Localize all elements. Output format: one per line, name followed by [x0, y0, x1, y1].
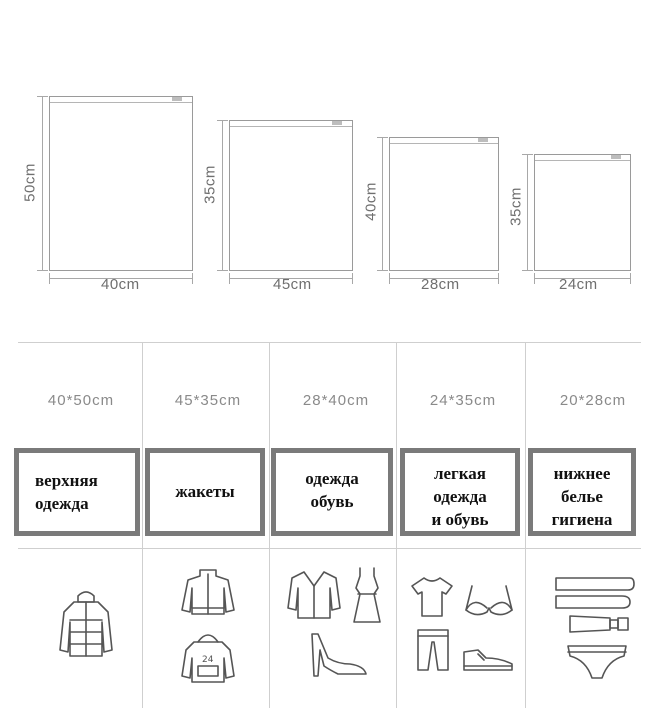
bra-icon: [462, 584, 516, 620]
dress-icon: [350, 566, 384, 624]
height-label-2: 35cm: [201, 165, 219, 204]
tshirt-icon: [410, 574, 454, 618]
category-line: и обувь: [431, 510, 489, 529]
category-jackets: [145, 448, 265, 536]
shorts-icon: [414, 628, 452, 672]
height-label-4: 35cm: [507, 187, 525, 226]
height-dimension-1: [42, 96, 43, 271]
size-label-2: 45*35cm: [174, 392, 242, 409]
height-dimension-3: [382, 137, 383, 271]
jacket-icon: [58, 586, 114, 660]
category-underwear-hygiene: [528, 448, 636, 536]
category-line: одежда: [305, 469, 359, 488]
size-label-1: 40*50cm: [47, 392, 115, 409]
bag-2: [229, 120, 353, 271]
blazer-icon: [286, 568, 342, 622]
height-dimension-2: [222, 120, 223, 271]
width-label-3: 28cm: [421, 276, 460, 293]
toothpaste-icon: [568, 614, 630, 634]
track-jacket-icon: [180, 566, 236, 618]
category-clothes-shoes: [271, 448, 393, 536]
table-row-divider: [18, 548, 641, 549]
sneaker-icon: [460, 644, 516, 674]
width-label-4: 24cm: [559, 276, 598, 293]
bag-4: [534, 154, 631, 271]
category-line: одежда: [433, 487, 487, 506]
size-label-3: 28*40cm: [302, 392, 370, 409]
high-heel-icon: [306, 630, 370, 680]
svg-text:24: 24: [202, 655, 214, 665]
category-line: легкая: [433, 464, 487, 483]
height-dimension-4: [527, 154, 528, 271]
category-line: обувь: [310, 492, 354, 511]
category-outerwear: [14, 448, 140, 536]
hoodie-icon: [180, 628, 236, 684]
category-line: одежда: [35, 494, 89, 513]
category-line: жакеты: [175, 482, 235, 501]
underwear-icon: [564, 642, 630, 682]
height-label-3: 40cm: [362, 182, 380, 221]
size-label-5: 20*28cm: [559, 392, 627, 409]
category-line: нижнее: [553, 464, 611, 483]
bag-3: [389, 137, 499, 271]
height-label-1: 50cm: [21, 163, 39, 202]
size-label-4: 24*35cm: [429, 392, 497, 409]
category-line: верхняя: [35, 471, 98, 490]
category-line: белье: [561, 487, 603, 506]
width-label-1: 40cm: [101, 276, 140, 293]
category-line: гигиена: [551, 510, 613, 529]
socks-icon: [552, 572, 636, 614]
table-top-border: [18, 342, 641, 343]
bag-1: [49, 96, 193, 271]
category-light-clothes: [400, 448, 520, 536]
width-label-2: 45cm: [273, 276, 312, 293]
